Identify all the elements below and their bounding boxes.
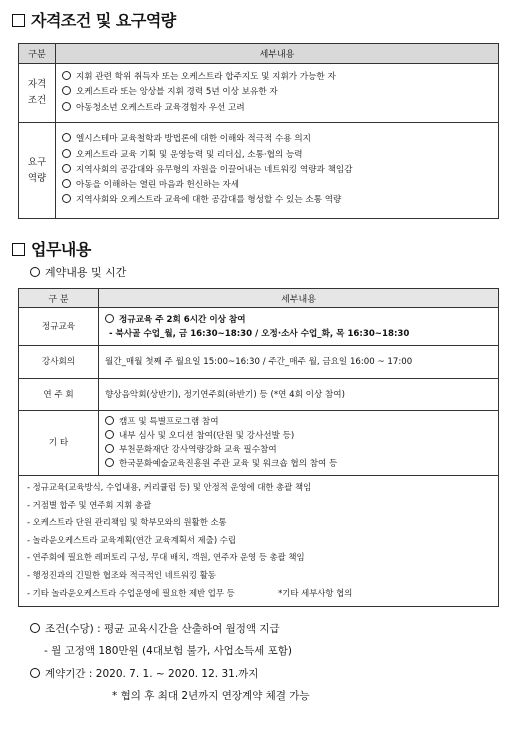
- circle-bullet-icon: [105, 458, 114, 467]
- circle-bullet-icon: [105, 314, 114, 323]
- qualifications-row: [19, 64, 499, 123]
- list-item: - 기타 놀라운오케스트라 수업운영에 필요한 제반 업무 등 *기타 세부사항 협의: [27, 587, 353, 598]
- circle-bullet-icon: [62, 86, 71, 95]
- header-category: 구분: [19, 44, 56, 64]
- concert-details: 향상음악회(상반기), 정기연주회(하반기) 등 (*연 4회 이상 참여): [99, 379, 499, 411]
- circle-bullet-icon: [62, 102, 71, 111]
- teacher-meeting-details: 월간_매월 첫째 주 월요일 15:00~16:30 / 주간_매주 월, 금요일 16:00 ~ 17:00: [99, 346, 499, 379]
- circle-bullet-icon: [62, 194, 71, 203]
- list-item: 내부 심사 및 오디션 참여(단원 및 강사선발 등): [105, 429, 492, 443]
- competencies-label: 요구 역량: [19, 123, 56, 219]
- circle-bullet-icon: [105, 416, 114, 425]
- list-item: - 연주회에 필요한 레퍼토리 구성, 무대 배치, 객원, 연주자 운영 등 총괄 책임: [27, 552, 305, 563]
- circle-bullet-icon: [30, 623, 40, 633]
- contract-note: * 협의 후 최대 2년까지 연장계약 체결 가능: [112, 690, 310, 702]
- pay-condition: 조건(수당) : 평균 교육시간을 산출하여 월정액 지급: [30, 621, 280, 636]
- list-item: - 오케스트라 단원 관리책임 및 학부모와의 원활한 소통: [27, 517, 227, 528]
- circle-bullet-icon: [62, 71, 71, 80]
- qualification-table: [18, 43, 499, 219]
- checkbox-square-icon: [12, 14, 25, 27]
- list-item: - 행정진과의 긴밀한 협조와 적극적인 네트워킹 활동: [27, 569, 216, 580]
- list-item: 지역사회의 공감대와 유무형의 자원을 이끌어내는 네트워킹 역량과 책임감: [62, 163, 492, 178]
- circle-bullet-icon: [105, 430, 114, 439]
- table-header-row: [19, 289, 499, 308]
- header-details: 세부내용: [99, 289, 499, 308]
- circle-bullet-icon: [30, 668, 40, 678]
- qualifications-list: [56, 64, 499, 123]
- list-item: 지역사회와 오케스트라 교육에 대한 공감대를 형성할 수 있는 소통 역량: [62, 193, 492, 208]
- table-header-row: [19, 44, 499, 64]
- other-label: 기 타: [19, 411, 99, 476]
- list-item: 한국문화예술교육진흥원 주관 교육 및 워크숍 협의 참여 등: [105, 457, 492, 471]
- regular-education-details: 정규교육 주 2회 6시간 이상 참여 - 북사골 수업_월, 금 16:30~18:30 / 오정·소사 수업_화, 목 16:30~18:30: [99, 308, 499, 346]
- list-item: 지휘 관련 학위 취득자 또는 오케스트라 합주지도 및 지휘가 가능한 자: [62, 70, 492, 85]
- duties-note: *기타 세부사항 협의: [278, 587, 353, 598]
- list-item: 부천문화재단 강사역량강화 교육 필수참여: [105, 443, 492, 457]
- circle-bullet-icon: [105, 444, 114, 453]
- other-details: [99, 411, 499, 476]
- contract-subheading: 계약내용 및 시간: [30, 264, 126, 280]
- checkbox-square-icon: [12, 243, 25, 256]
- duties-row: [19, 476, 499, 607]
- pay-detail: - 월 고정액 180만원 (4대보험 불가, 사업소득세 포함): [44, 645, 292, 657]
- list-item: 아동청소년 오케스트라 교육경험자 우선 고려: [62, 101, 492, 116]
- circle-bullet-icon: [30, 267, 40, 277]
- section1-title: 자격조건 및 요구역량: [12, 8, 176, 31]
- teacher-meeting-row: [19, 346, 499, 379]
- list-item: - 정규교육(교육방식, 수업내용, 커리큘럼 등) 및 안정적 운영에 대한 총괄 책임: [27, 482, 312, 492]
- circle-bullet-icon: [62, 179, 71, 188]
- concert-label: 연 주 회: [19, 379, 99, 411]
- list-item: - 놀라운오케스트라 교육계획(연간 교육계획서 제출) 수립: [27, 534, 236, 545]
- contract-period: 계약기간 : 2020. 7. 1. ~ 2020. 12. 31.까지: [30, 666, 258, 681]
- competencies-row: [19, 123, 499, 219]
- other-row: [19, 411, 499, 476]
- list-item: - 거점별 합주 및 연주회 지휘 총괄: [27, 499, 152, 510]
- circle-bullet-icon: [62, 149, 71, 158]
- circle-bullet-icon: [62, 164, 71, 173]
- list-item: 오케스트라 또는 앙상블 지휘 경력 5년 이상 보유한 자: [62, 85, 492, 100]
- competencies-list: [56, 123, 499, 219]
- duties-list: [19, 476, 499, 607]
- qualifications-label: 자격 조건: [19, 64, 56, 123]
- list-item: 캠프 및 특별프로그램 참여: [105, 415, 492, 429]
- duties-table: [18, 288, 499, 607]
- regular-education-row: [19, 308, 499, 346]
- list-item: 엘시스테마 교육철학과 방법론에 대한 이해와 적극적 수용 의지: [62, 132, 492, 147]
- teacher-meeting-label: 강사회의: [19, 346, 99, 379]
- circle-bullet-icon: [62, 133, 71, 142]
- list-item: 아동을 이해하는 열린 마음과 헌신하는 자세: [62, 178, 492, 193]
- section2-title: 업무내용: [12, 237, 91, 260]
- concert-row: [19, 379, 499, 411]
- list-item: 오케스트라 교육 기획 및 운영능력 및 리더십, 소통·협의 능력: [62, 148, 492, 163]
- header-category: 구 분: [19, 289, 99, 308]
- header-details: 세부내용: [56, 44, 499, 64]
- regular-education-label: 정규교육: [19, 308, 99, 346]
